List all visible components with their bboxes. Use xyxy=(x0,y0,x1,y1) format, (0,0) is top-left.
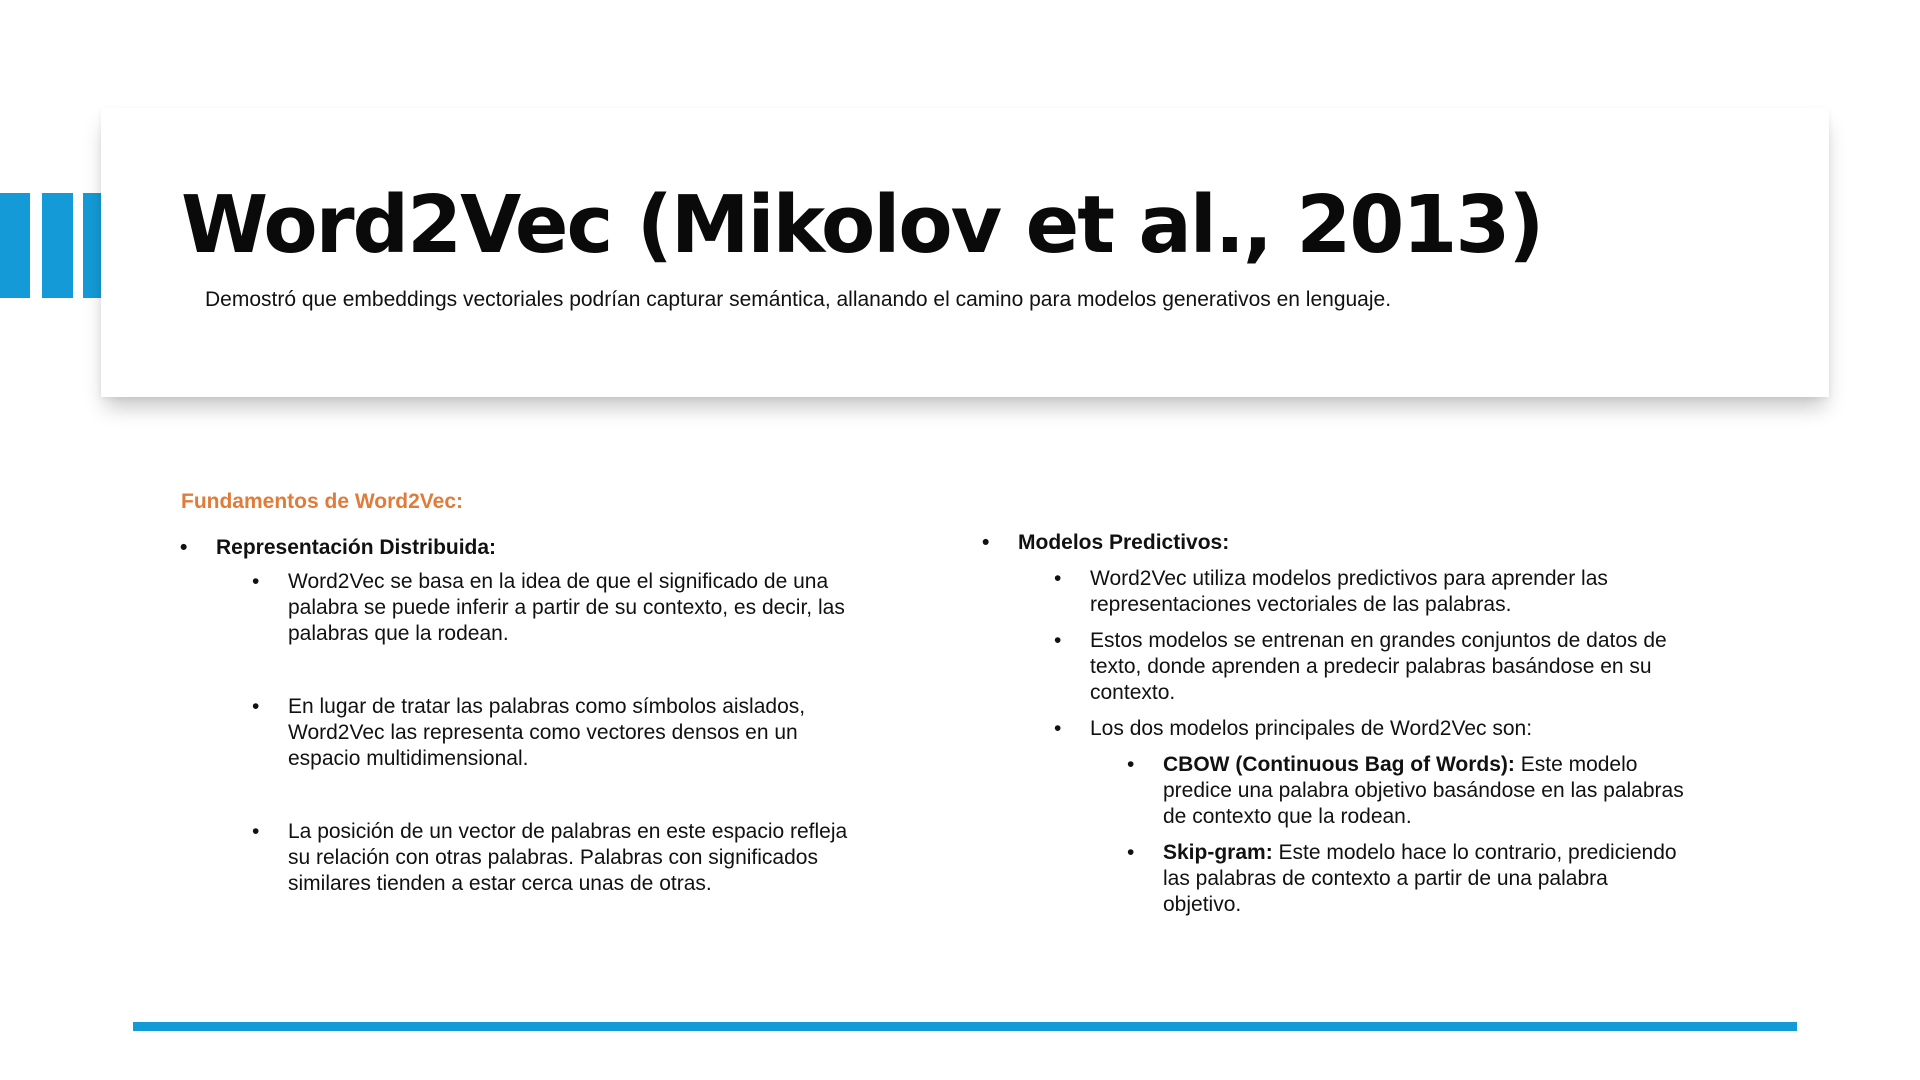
list-item: • Estos modelos se entrenan en grandes conjuntos de datos de texto, donde aprenden a predecir palabras basándose en su contexto. xyxy=(1054,628,1670,706)
model-description: Este modelo predice una palabra objetivo basándose en las palabras de contexto que la rodean. xyxy=(1163,753,1684,828)
model-item-cbow xyxy=(1127,752,1688,830)
model-name: CBOW (Continuous Bag of Words): xyxy=(1163,753,1515,776)
model-item-skip-gram xyxy=(1127,840,1688,918)
right-column xyxy=(982,530,1702,918)
title-card xyxy=(101,108,1829,397)
accent-bar-3 xyxy=(83,193,101,298)
bottom-rule xyxy=(133,1022,1797,1031)
accent-bar-2 xyxy=(42,193,73,298)
model-name: Skip-gram: xyxy=(1163,841,1273,864)
section-heading: Fundamentos de Word2Vec: xyxy=(181,490,463,513)
list-item: • Word2Vec utiliza modelos predictivos para aprender las representaciones vectoriales de las palabras. xyxy=(1054,566,1670,618)
left-column xyxy=(180,535,900,897)
right-column-heading: • Modelos Predictivos: xyxy=(982,530,1702,556)
list-item: • Word2Vec se basa en la idea de que el significado de una palabra se puede inferir a partir de su contexto, es decir, las palabras que la rodean. xyxy=(252,569,868,647)
slide-title: Word2Vec (Mikolov et al., 2013) xyxy=(181,179,1543,271)
slide-subtitle: Demostró que embeddings vectoriales podrían capturar semántica, allanando el camino para modelos generativos en lenguaje. xyxy=(205,288,1392,311)
model-description: Este modelo hace lo contrario, prediciendo las palabras de contexto a partir de una palabra objetivo. xyxy=(1163,841,1677,916)
list-item: • Los dos modelos principales de Word2Vec son: xyxy=(1054,716,1670,742)
left-column-heading: • Representación Distribuida: xyxy=(180,535,900,561)
accent-bar-1 xyxy=(0,193,30,298)
list-item: • La posición de un vector de palabras en este espacio refleja su relación con otras palabras. Palabras con significados similares tienden a estar cerca unas de otras. xyxy=(252,819,868,897)
list-item: • En lugar de tratar las palabras como símbolos aislados, Word2Vec las representa como vectores densos en un espacio multidimensional. xyxy=(252,694,868,772)
